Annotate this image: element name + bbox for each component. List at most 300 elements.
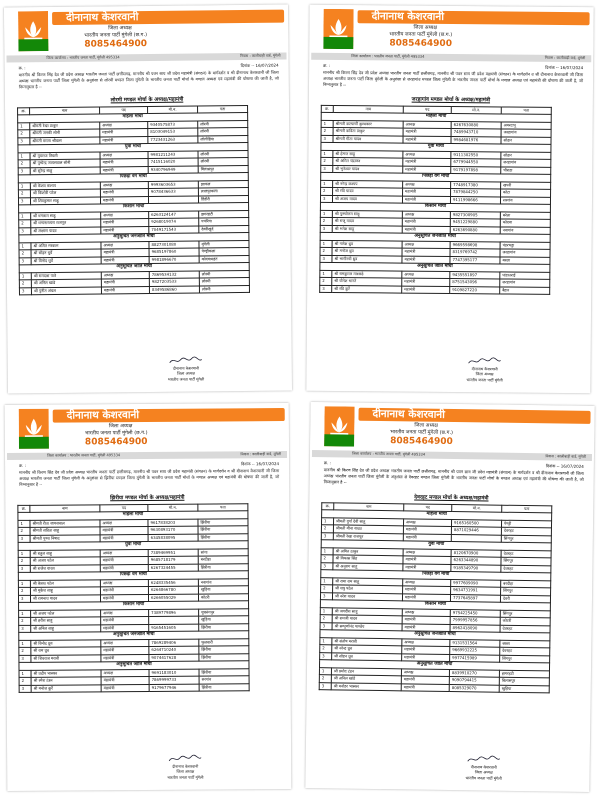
column-header: पद <box>100 106 148 114</box>
section-heading: पिछड़ा वर्ग मोर्चा <box>18 571 248 580</box>
table-cell: 3 <box>18 167 30 175</box>
table-cell: लोरमी <box>199 285 249 293</box>
table-cell: महामंत्री <box>401 683 449 691</box>
table-cell: पंडरभट्ठा <box>500 242 550 250</box>
table-cell: 2 <box>319 675 331 683</box>
table-cell: 9977609090 <box>451 579 501 587</box>
signature-block <box>466 356 502 383</box>
table-cell: 7879844250 <box>451 189 501 197</box>
table-cell: श्री भुनेश्वर यादव <box>333 165 403 173</box>
intro-paragraph: माननीय श्री किरण सिंह देव जी प्रदेश अध्यक्ष भारतीय जनता पार्टी छत्तीसगढ़, माननीय श्री पवन साय जी प्रदेश महामंत्री (संगठन) के मार्गदर्शन व श्री दीनानाथ केशरवानी जी जिला अध्यक्ष भारतीय जनता पार्टी जिला मुंगेली के अनुशंसा से जरहागांव मण्डल जिला मुंगेली के भारतीय जनता पार्टी मोर्चा के मण्डल अध्यक्ष एवं महामंत्री की घोषणा की जाती है, जो निम्नानुसार है -- <box>322 69 584 88</box>
table-cell: झिरीया <box>199 653 249 661</box>
table-cell: सोढार <box>501 137 551 145</box>
office-address: जिला कार्यालय : भारतीय जनता पार्टी, मुंगेली 495334 <box>46 453 121 458</box>
table-cell: श्री अजय पटेल <box>30 557 100 565</box>
table-cell: 2 <box>320 277 332 285</box>
table-cell: 9754225450 <box>450 609 500 617</box>
table-cell: अध्यक्ष <box>401 668 449 676</box>
table-cell: महामंत्री <box>402 646 450 654</box>
table-cell: श्रीमती रेखा राजपूत <box>333 532 403 540</box>
table-cell: श्रीमती पुष्पा निषाद <box>30 534 100 542</box>
table-cell: बरदीहा <box>501 580 551 588</box>
table-cell: 9111998666 <box>450 196 500 204</box>
bjp-lotus-logo-icon <box>19 409 49 449</box>
table-cell: महामंत्री <box>100 159 148 167</box>
table-cell: सिंगपुर <box>501 557 551 565</box>
table-cell: 1 <box>19 670 31 678</box>
intro-paragraph: माननीय श्री किरण सिंह देव जी प्रदेश अध्यक्ष भारतीय जनता पार्टी छत्तीसगढ़, माननीय श्री पवन साय जी प्रदेश महामंत्री (संगठन) के मार्गदर्शन व श्री दीनानाथ केशरवानी जी जिला अध्यक्ष भारतीय जनता पार्टी जिला मुंगेली के अनुशंसा से लोरमी मण्डल जिला मुंगेली के भारतीय जनता पार्टी मोर्चा के मण्डल अध्यक्ष एवं महामंत्री की घोषणा की जाती है, जो निम्नानुसार है -- <box>18 69 279 90</box>
section-heading: पिछड़ा वर्ग मोर्चा <box>321 570 551 581</box>
table-cell: श्री अनिल खांडे <box>331 675 401 683</box>
table-cell: चुचरुंगपुर <box>199 608 249 616</box>
letter-meta <box>5 458 289 470</box>
table-cell: श्री धनाराम साहू <box>31 212 101 220</box>
table-cell: 1 <box>18 182 30 190</box>
table-cell: श्री पुष्पेन्द्र जायसवाल सोनी <box>30 159 100 167</box>
table-cell: महामंत्री <box>101 256 149 264</box>
signature-block <box>167 753 203 780</box>
office-address: जिला कार्यालय : भारतीय जनता पार्टी, मुंगेली 495334 <box>351 451 426 457</box>
table-cell: सिंगपुर <box>501 535 551 543</box>
table-cell: बरदीहा <box>198 556 248 564</box>
table-cell: 3 <box>18 137 30 145</box>
table-cell: 2 <box>18 160 30 168</box>
table-cell: 9691183010 <box>149 669 199 677</box>
table-cell: श्रीमती कविता ठाकुर <box>333 128 403 136</box>
table-cell: 8120670900 <box>451 549 501 557</box>
table-cell: 9984681976 <box>451 136 501 144</box>
table-cell: 1 <box>19 242 31 250</box>
table-cell: श्री विनोद धुर्वे <box>31 257 101 265</box>
reference-number: क्र. : <box>18 65 26 71</box>
phone-number: 8085464900 <box>84 39 148 50</box>
table-cell: श्री नरेन्द्र ध्रुव <box>332 645 402 653</box>
section-heading: अनुसूचित जनजाति मोर्चा <box>19 233 249 243</box>
table-cell: 3 <box>19 257 31 265</box>
table-cell: श्री हेमन्त साहू <box>333 150 403 158</box>
table-cell: श्री हरीश साहू <box>31 617 101 625</box>
table-cell: श्री रामदास पात्रे <box>31 272 101 280</box>
table-cell: 2 <box>18 587 30 595</box>
table-cell: 2 <box>320 247 332 255</box>
column-header: मो.न. <box>451 106 501 114</box>
section-heading: महिला मोर्चा <box>322 510 552 521</box>
table-cell: 3 <box>19 685 31 693</box>
table-cell: लोरमी <box>198 128 248 136</box>
table-cell: श्री सोहन ध्रुव <box>332 652 402 660</box>
table-cell: 1 <box>320 607 332 615</box>
table-cell: श्री रामजी यादव <box>332 615 402 623</box>
section-heading: किसान मोर्चा <box>19 203 249 213</box>
letter-page <box>4 5 292 394</box>
table-cell: महामंत्री <box>403 136 451 144</box>
table-cell: श्रीमती जनकी सोनी <box>30 129 100 137</box>
table-cell: श्री अमित ठाकुर <box>333 547 403 555</box>
table-cell: महामंत्री <box>403 158 451 166</box>
table-cell: अध्यक्ष <box>100 181 148 189</box>
table-cell: 3 <box>319 682 331 690</box>
table-cell: सरगांव <box>199 676 249 684</box>
table-cell: श्री धन्यनारायण राजपूत <box>31 219 101 227</box>
table-cell: कोदवा <box>500 219 550 227</box>
signature-scribble-icon <box>167 753 203 763</box>
table-cell: श्री रवि यादव <box>333 188 403 196</box>
residence-address: निवास : कालीबाड़ी वार्ड, मुंगेली <box>239 53 281 59</box>
section-heading: अनुसूचित जनजाति मोर्चा <box>320 630 550 641</box>
table-cell: अध्यक्ष <box>403 518 451 526</box>
table-cell: 3 <box>19 227 31 235</box>
table-cell: जरहागांव <box>501 129 551 137</box>
table-cell: महामंत्री <box>101 226 149 234</box>
table-cell: लोलोहिया <box>198 135 248 143</box>
signatory-name: दीनानाथ केशरवानी <box>172 763 199 769</box>
table-cell: श्री पुरुषोत्तम साहू <box>332 210 402 218</box>
table-cell: महामंत्री <box>100 189 148 197</box>
table-cell: महामंत्री <box>100 564 148 572</box>
column-header: पता <box>502 505 552 513</box>
table-cell: बरछा <box>500 640 550 648</box>
table-title: देवरहट मण्डल मोर्चा के अध्यक्ष/महामंत्री <box>414 494 489 502</box>
signatory-party: भारतीय जनता पार्टी मुंगेली <box>167 774 204 780</box>
table-cell: महामंत्री <box>100 129 148 137</box>
table-cell: अध्यक्ष <box>403 181 451 189</box>
table-cell: श्री राजेश यादव <box>30 564 100 572</box>
table-cell: 9993603653 <box>148 181 198 189</box>
section-heading: अनुसूचित जाति मोर्चा <box>320 660 550 671</box>
office-bearers-table <box>319 104 552 295</box>
bjp-lotus-logo-icon <box>18 11 48 51</box>
table-cell: चौराहा <box>501 167 551 175</box>
table-cell: श्रीमती गीता यादव <box>333 135 403 143</box>
table-cell: श्री भगेश साहू <box>332 225 402 233</box>
table-cell: 1 <box>321 517 333 525</box>
president-name: दीनानाथ केशरवानी <box>358 10 590 25</box>
signatory-role: जिला अध्यक्ष <box>475 371 494 377</box>
table-cell: श्री मनोज कुर्रे <box>31 684 101 692</box>
table-cell: 9185349790 <box>451 564 501 572</box>
table-cell: अध्यक्ष <box>101 639 149 647</box>
table-cell: 9827203533 <box>149 278 199 286</box>
table-cell: 6267324455 <box>148 564 198 572</box>
table-cell: सिंगपुर <box>501 587 551 595</box>
president-role: जिला अध्यक्ष <box>108 25 132 32</box>
table-cell: 2 <box>321 525 333 533</box>
signatory-party: भारतीय जनता पार्टी मुंगेली <box>466 376 503 382</box>
table-cell: श्रीमती मीना यादव <box>333 525 403 533</box>
table-cell: महामंत्री <box>403 586 451 594</box>
section-heading: अनुसूचित जनजाति मोर्चा <box>320 232 550 242</box>
table-cell: अध्यक्ष <box>101 211 149 219</box>
signatory-role: जिला अध्यक्ष <box>474 769 493 775</box>
table-cell: 3 <box>321 165 333 173</box>
table-cell: 9340796949 <box>148 166 198 174</box>
table-cell: फुलवारी <box>199 638 249 646</box>
table-cell: श्री पुनीत अंचल <box>31 287 101 295</box>
table-cell: 2 <box>320 217 332 225</box>
table-cell: देवरी <box>500 595 550 603</box>
table-cell: सांगा <box>198 548 248 556</box>
column-header: मो.न. <box>148 106 198 114</box>
table-cell: झिरीया <box>199 668 249 676</box>
table-cell: 3 <box>321 532 333 540</box>
table-cell: 2 <box>320 615 332 623</box>
table-cell: 9074417628 <box>149 654 199 662</box>
table-cell: 6264710240 <box>149 646 199 654</box>
table-cell: 9617838203 <box>148 519 198 527</box>
column-header: पता <box>198 503 248 511</box>
party-name: भारतीय जनता पार्टी मुंगेली (छ.ग.) <box>84 32 148 39</box>
table-cell: 1 <box>321 120 333 128</box>
table-cell: श्रीमती सविता साहू <box>30 527 100 535</box>
phone-number: 8085464900 <box>390 436 453 448</box>
table-cell: लालपुरकला <box>198 188 248 196</box>
table-cell: महामंत्री <box>401 676 449 684</box>
signatory-party: भारतीय जनता पार्टी मुंगेली <box>465 774 502 781</box>
column-header: मो.न. <box>452 504 502 512</box>
column-header: पता <box>198 105 248 113</box>
table-cell: सिंगपुर <box>500 655 550 663</box>
table-cell: खुड़िया <box>198 586 248 594</box>
table-cell: 9630893170 <box>148 526 198 534</box>
table-cell: श्री जगदीश साहू <box>332 607 402 615</box>
table-cell: पेण्ड्रीकला <box>199 248 249 256</box>
table-cell: 1 <box>18 520 30 528</box>
table-cell: सरगांव <box>500 197 550 205</box>
column-header: क्र. <box>322 502 334 510</box>
table-cell: महामंत्री <box>100 136 148 144</box>
table-cell: श्री प्रमोद टंडन <box>331 667 401 675</box>
signatory-role: जिला अध्यक्ष <box>177 370 195 376</box>
table-cell: 9669598698 <box>450 241 500 249</box>
table-cell: 9451229880 <box>450 219 500 227</box>
table-cell: 8319769742 <box>450 249 500 257</box>
table-cell: श्री मनोहर भास्कर <box>331 682 401 690</box>
table-cell: बरेला <box>500 212 550 220</box>
table-cell: 2 <box>321 157 333 165</box>
table-cell: 8349586860 <box>149 286 199 294</box>
table-cell: महामंत्री <box>402 278 450 286</box>
column-header: नाम <box>334 502 404 510</box>
table-cell: श्री सुरेन्द्र साहू <box>30 167 100 175</box>
office-bearers-table <box>319 502 553 694</box>
phone-number: 8085464900 <box>389 38 453 50</box>
table-cell: खपरी <box>501 182 551 190</box>
office-address: जिला कार्यालय : भारतीय जनता पार्टी, मुंगेली 495334 <box>351 54 425 59</box>
table-cell: महामंत्री <box>403 128 451 136</box>
table-cell: सिंगपुर <box>500 610 550 618</box>
table-cell: जरहागांव <box>500 249 550 257</box>
table-cell: श्री रवि कुर्रे <box>332 285 402 293</box>
table-cell: 7869534132 <box>149 271 199 279</box>
table-cell: 1 <box>320 270 332 278</box>
table-cell: महामंत्री <box>100 166 148 174</box>
table-cell: श्री प्रदीप भास्कर <box>31 669 101 677</box>
table-cell: महामंत्री <box>100 557 148 565</box>
table-title: झिरीया मण्डल मोर्चा के अध्यक्ष/महामंत्री <box>110 494 185 501</box>
section-heading: युवा मोर्चा <box>18 143 248 153</box>
table-cell: देवरहट <box>500 647 550 655</box>
table-title: जरहागांव मण्डल मोर्चा के अध्यक्ष/महामंत्री <box>411 96 491 103</box>
section-heading: युवा मोर्चा <box>321 540 551 551</box>
table-cell: 9340575873 <box>148 121 198 129</box>
table-cell: श्री नरेश यादव <box>332 592 402 600</box>
letter-date: दिनांक -- 16/07/2024 <box>240 62 279 69</box>
table-cell: 7869999733 <box>149 676 199 684</box>
table-cell: 3 <box>18 595 30 603</box>
table-cell: श्री रामा राम साहू <box>333 577 403 585</box>
column-header: पद <box>404 503 452 511</box>
table-cell: श्री भागीरथी ध्रुव <box>332 255 402 263</box>
table-cell: श्री मनोज ध्रुव <box>332 248 402 256</box>
table-cell: 1 <box>320 637 332 645</box>
column-header: नाम <box>30 107 100 115</box>
section-heading: अनुसूचित जाति मोर्चा <box>320 262 550 272</box>
president-name: दीनानाथ केशरवानी <box>358 408 590 424</box>
table-cell: 2 <box>19 280 31 288</box>
table-cell: 7748917380 <box>451 181 501 189</box>
table-cell: 1 <box>319 667 331 675</box>
column-header: क्र. <box>321 105 333 113</box>
table-cell: श्री नरेन्द्र कश्यप <box>333 180 403 188</box>
table-cell: 8962418090 <box>450 624 500 632</box>
table-cell: 7747395177 <box>450 256 500 264</box>
table-cell: 7869289406 <box>149 639 199 647</box>
section-heading: अनुसूचित जाति मोर्चा <box>19 661 249 670</box>
table-cell: झाफल <box>198 180 248 188</box>
table-cell: अध्यक्ष <box>402 608 450 616</box>
table-cell: महामंत्री <box>100 594 148 602</box>
table-cell: बरछा <box>500 257 550 265</box>
table-cell: श्रीमती रीता जायसवाल <box>30 519 100 527</box>
table-cell: 2 <box>321 585 333 593</box>
residence-address: निवास : कालीबाड़ी वार्ड, मुंगेली <box>240 452 282 457</box>
table-cell: 7389469951 <box>148 549 198 557</box>
party-name: भारतीय जनता पार्टी मुंगेली (छ.ग.) <box>84 429 148 437</box>
section-heading: युवा मोर्चा <box>321 142 551 152</box>
table-cell: लोरमी <box>198 150 248 158</box>
table-cell: झगरहटी <box>499 670 549 678</box>
table-cell: 3 <box>19 655 31 663</box>
table-cell: 2 <box>321 187 333 195</box>
table-cell: झिरीया <box>198 526 248 534</box>
party-name: भारतीय जनता पार्टी मुंगेली (छ.ग.) <box>389 31 453 39</box>
table-cell: महामंत्री <box>402 226 450 234</box>
table-cell: श्री युवराज तिवारी <box>30 152 100 160</box>
table-cell: देवरहट <box>501 565 551 573</box>
table-cell: 6779944550 <box>451 159 501 167</box>
table-cell: 6266055029 <box>148 594 198 602</box>
table-cell: 6267630880 <box>451 121 501 129</box>
table-cell: श्री संतोष मरावी <box>332 637 402 645</box>
intro-paragraph: माननीय श्री किरण सिंह देव जी प्रदेश अध्यक्ष भारतीय जनता पार्टी छत्तीसगढ़, माननीय श्री पवन साय जी प्रदेश महामंत्री (संगठन) के मार्गदर्शन व श्री दीनानाथ केशरवानी जी जिला अध्यक्ष भारतीय जनता पार्टी जिला मुंगेली के अनुशंसा से देवरहट मण्डल जिला मुंगेली के भारतीय जनता पार्टी मोर्चा के मण्डल अध्यक्ष एवं महामंत्री की घोषणा की जाती है, जो निम्नानुसार है -- <box>323 467 584 485</box>
table-cell: पांडातराई <box>500 272 550 280</box>
table-cell: 1 <box>320 210 332 218</box>
table-cell: देवरहट <box>501 550 551 558</box>
table-cell: 3 <box>320 285 332 293</box>
reference-number: क्र. : <box>323 460 331 466</box>
table-cell: झिरीया <box>198 518 248 526</box>
table-cell: 2 <box>19 617 31 625</box>
letter-date: दिनांक -- 16/07/2024 <box>241 461 280 467</box>
table-cell: श्री अमित मरकाम <box>31 242 101 250</box>
table-cell: महामंत्री <box>100 587 148 595</box>
table-cell: 8871029446 <box>451 527 501 535</box>
table-cell: श्री अनिल साहू <box>31 624 101 632</box>
table-cell: 2 <box>18 557 30 565</box>
table-cell: 9165451605 <box>149 624 199 632</box>
table-cell: कोटरी <box>198 593 248 601</box>
table-cell: अध्यक्ष <box>101 271 149 279</box>
table-cell: श्री योगेश भारते <box>332 278 402 286</box>
table-cell: 6263124147 <box>149 211 199 219</box>
office-bearers-table <box>17 105 250 296</box>
table-cell: बिलासपुर <box>499 677 549 685</box>
table-cell: झिरीया <box>198 563 248 571</box>
section-heading: महिला मोर्चा <box>18 113 248 123</box>
table-cell: महामंत्री <box>403 556 451 564</box>
table-cell: 6345838095 <box>148 534 198 542</box>
table-cell: 8103049153 <box>148 128 198 136</box>
table-cell: श्री लक्ष्मण यादव <box>31 227 101 235</box>
table-cell: 3 <box>19 625 31 633</box>
letterhead <box>5 403 289 453</box>
table-cell: श्री अजय यादव <box>332 195 402 203</box>
signature-scribble-icon <box>168 355 204 365</box>
table-cell: अध्यक्ष <box>403 578 451 586</box>
table-cell: 1 <box>18 122 30 130</box>
table-cell: बैहार <box>500 287 550 295</box>
bjp-lotus-logo-icon <box>323 9 353 49</box>
table-cell: श्री किशोरी पटेल <box>30 189 100 197</box>
table-cell: श्री राम ध्रुव <box>31 647 101 655</box>
table-cell: 9981896670 <box>149 256 199 264</box>
table-cell: 2 <box>19 250 31 258</box>
office-address: जिला कार्यालय : भारतीय जनता पार्टी, मुंगेली 495334 <box>46 55 120 61</box>
table-cell: 6264866780 <box>148 586 198 594</box>
table-cell: 3 <box>18 535 30 543</box>
table-cell: 1 <box>19 640 31 648</box>
table-cell: देवरहट <box>500 625 550 633</box>
section-heading: किसान मोर्चा <box>19 601 249 610</box>
table-cell: 3 <box>321 562 333 570</box>
table-cell: 7737645897 <box>450 594 500 602</box>
table-cell: कोटा <box>501 189 551 197</box>
table-cell: 2 <box>18 527 30 535</box>
reference-number: क्र. : <box>323 62 331 68</box>
column-header: पद <box>403 106 451 114</box>
table-cell: श्री रामकुमार मारकंडे <box>332 270 402 278</box>
section-heading: अनुसूचित जनजाति मोर्चा <box>19 631 249 640</box>
table-cell: 2 <box>18 130 30 138</box>
table-cell: 1 <box>321 547 333 555</box>
table-cell: देवरीखुर्द <box>199 225 249 233</box>
table-cell: 3 <box>320 592 332 600</box>
table-cell: अध्यक्ष <box>403 151 451 159</box>
table-cell: श्री शिवकुमार साहू <box>30 197 100 205</box>
table-cell: श्री केशव कश्यप <box>30 182 100 190</box>
section-heading: किसान मोर्चा <box>320 600 550 611</box>
table-cell: अध्यक्ष <box>403 548 451 556</box>
column-header: पद <box>100 504 148 512</box>
table-cell: 8839910270 <box>449 669 499 677</box>
table-cell: अध्यक्ष <box>402 638 450 646</box>
table-cell: 9165160500 <box>451 519 501 527</box>
table-cell: महामंत्री <box>403 188 451 196</box>
letter-date: दिनांक -- 16/07/2024 <box>545 64 584 71</box>
table-cell: 7489943710 <box>451 129 501 137</box>
table-cell: 2 <box>320 645 332 653</box>
table-cell: महामंत्री <box>403 526 451 534</box>
